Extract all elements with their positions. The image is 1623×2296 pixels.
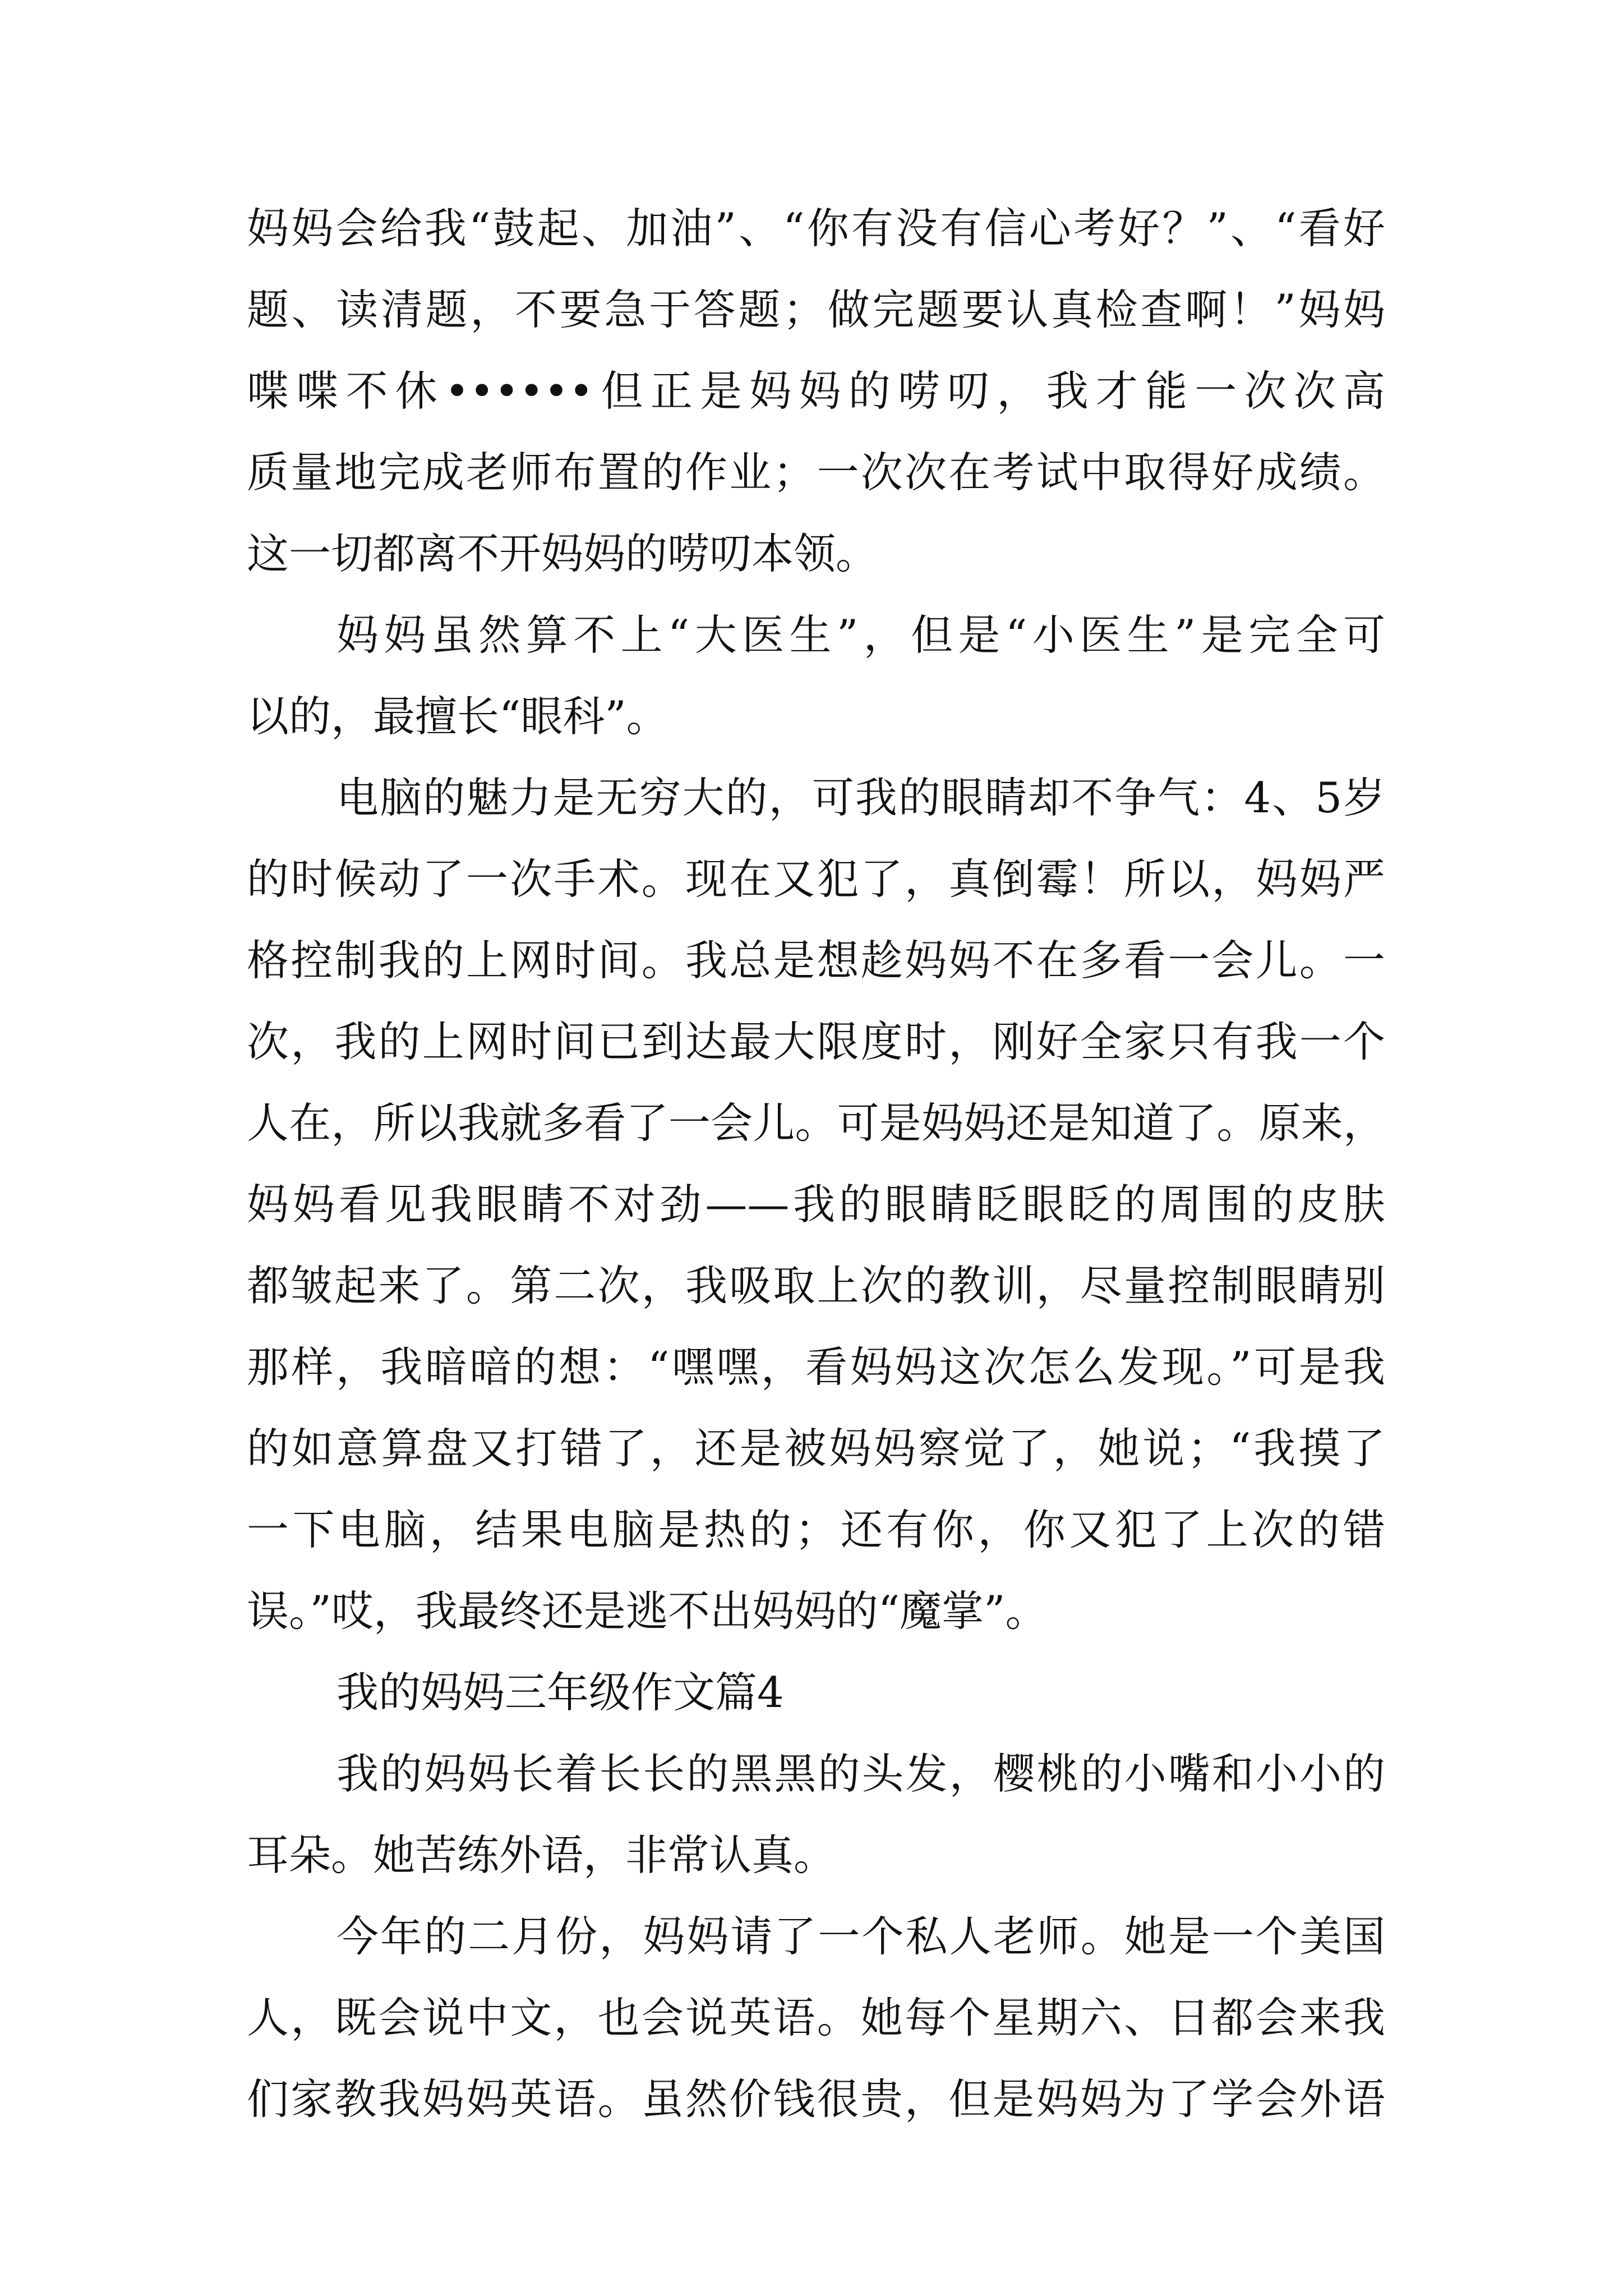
text-line: 人，既会说中文，也会说英语。她每个星期六、日都会来我 bbox=[247, 1993, 1385, 2042]
text-line: 一下电脑，结果电脑是热的；还有你，你又犯了上次的错 bbox=[247, 1505, 1385, 1554]
text-line: 的如意算盘又打错了，还是被妈妈察觉了，她说；“我摸了 bbox=[247, 1424, 1385, 1473]
text-line: 喋喋不休••••••但正是妈妈的唠叨，我才能一次次高 bbox=[247, 366, 1385, 416]
text-line: 那样，我暗暗的想：“嘿嘿，看妈妈这次怎么发现。”可是我 bbox=[247, 1342, 1385, 1392]
paragraph-first-line: 妈妈虽然算不上“大医生”，但是“小医生”是完全可 bbox=[336, 610, 1385, 660]
text-line: 误。”哎，我最终还是逃不出妈妈的“魔掌”。 bbox=[247, 1586, 1048, 1636]
paragraph-first-line: 今年的二月份，妈妈请了一个私人老师。她是一个美国 bbox=[336, 1912, 1385, 1961]
text-line: 格控制我的上网时间。我总是想趁妈妈不在多看一会儿。一 bbox=[247, 936, 1385, 985]
text-line: 的时候动了一次手术。现在又犯了，真倒霉！所以，妈妈严 bbox=[247, 854, 1385, 904]
text-line: 妈妈看见我眼睛不对劲——我的眼睛眨眼眨的周围的皮肤 bbox=[247, 1180, 1385, 1229]
text-line: 们家教我妈妈英语。虽然价钱很贵，但是妈妈为了学会外语 bbox=[247, 2074, 1385, 2124]
text-line: 都皱起来了。第二次，我吸取上次的教训，尽量控制眼睛别 bbox=[247, 1261, 1385, 1310]
paragraph-first-line: 电脑的魅力是无穷大的，可我的眼睛却不争气：4、5岁 bbox=[336, 773, 1385, 822]
text-line: 耳朵。她苦练外语，非常认真。 bbox=[247, 1830, 836, 1880]
text-line: 妈妈会给我“鼓起、加油”、“你有没有信心考好？”、“看好 bbox=[247, 204, 1385, 253]
text-line: 次，我的上网时间已到达最大限度时，刚好全家只有我一个 bbox=[247, 1017, 1385, 1066]
document-body bbox=[247, 188, 1385, 2140]
text-line: 人在，所以我就多看了一会儿。可是妈妈还是知道了。原来， bbox=[247, 1098, 1385, 1148]
text-line: 题、读清题，不要急于答题；做完题要认真检查啊！”妈妈 bbox=[247, 285, 1385, 334]
paragraph-first-line: 我的妈妈长着长长的黑黑的头发，樱桃的小嘴和小小的 bbox=[336, 1749, 1385, 1798]
text-line: 以的，最擅长“眼科”。 bbox=[247, 692, 668, 741]
section-heading: 我的妈妈三年级作文篇4 bbox=[336, 1668, 784, 1717]
text-line: 这一切都离不开妈妈的唠叨本领。 bbox=[247, 529, 878, 578]
text-line: 质量地完成老师布置的作业；一次次在考试中取得好成绩。 bbox=[247, 448, 1385, 497]
